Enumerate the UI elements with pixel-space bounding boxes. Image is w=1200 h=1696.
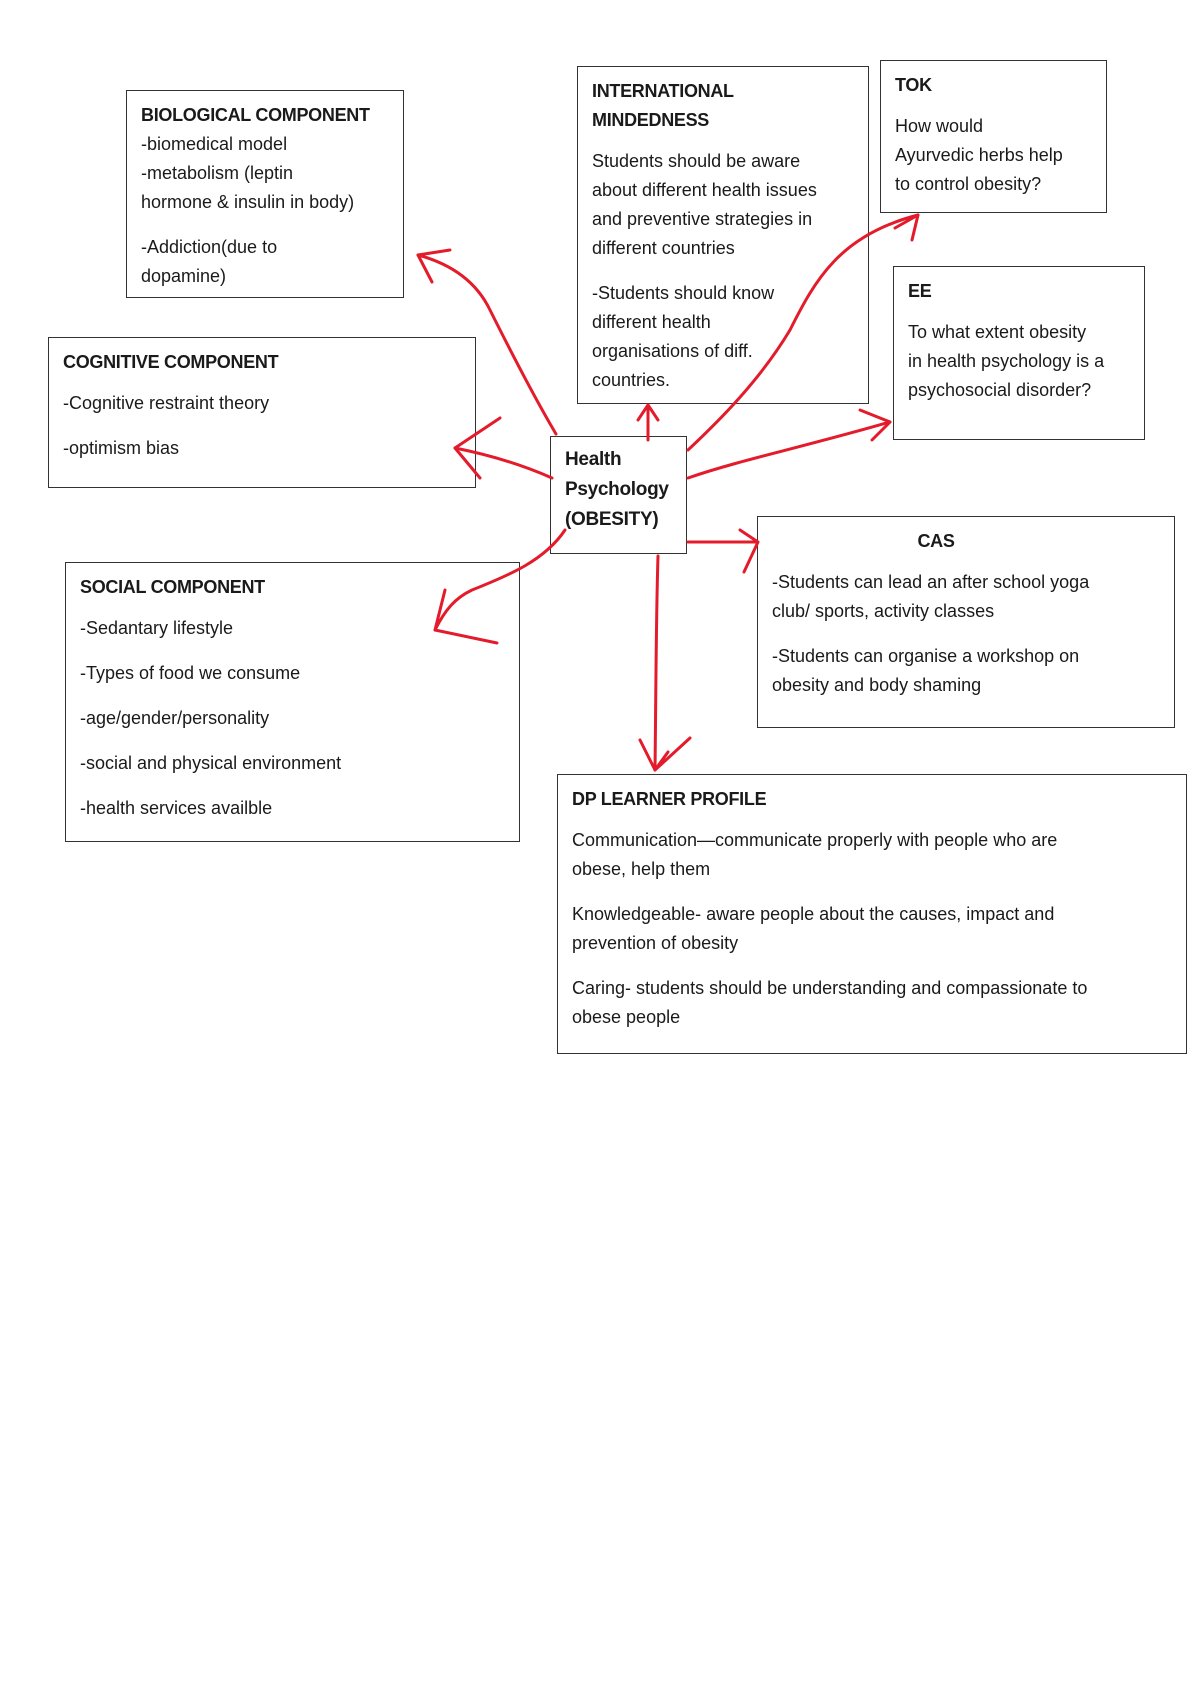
tok-heading: TOK xyxy=(895,75,932,95)
social-component-box xyxy=(65,562,520,842)
tok-line: Ayurvedic herbs help xyxy=(895,145,1063,165)
international-heading-line: INTERNATIONAL xyxy=(592,81,734,101)
biological-line: dopamine) xyxy=(141,266,227,286)
international-para-1 xyxy=(592,147,854,263)
social-item: -health services availble xyxy=(80,798,273,818)
ee-heading: EE xyxy=(908,281,932,301)
ee-line: in health psychology is a xyxy=(908,351,1105,371)
international-line: different health xyxy=(592,312,711,332)
cognitive-component-box xyxy=(48,337,476,488)
international-line: about different health issues xyxy=(592,180,817,200)
biological-line: -biomedical model xyxy=(141,134,288,154)
cas-line: club/ sports, activity classes xyxy=(772,601,995,621)
dp-heading: DP LEARNER PROFILE xyxy=(572,789,767,809)
center-topic-title xyxy=(565,445,672,535)
cas-line: -Students can lead an after school yoga xyxy=(772,572,1090,592)
arrowhead-tok xyxy=(895,215,918,240)
cas-line: -Students can organise a workshop on xyxy=(772,646,1080,666)
arrowhead-biological xyxy=(418,250,450,282)
cognitive-item: -Cognitive restraint theory xyxy=(63,393,270,413)
arrowhead-cas xyxy=(740,530,758,572)
ee-line: psychosocial disorder? xyxy=(908,380,1092,400)
dp-line: prevention of obesity xyxy=(572,933,739,953)
dp-learner-profile-box xyxy=(557,774,1187,1054)
international-line: different countries xyxy=(592,238,735,258)
arrowhead-dp xyxy=(640,738,690,770)
biological-line: hormone & insulin in body) xyxy=(141,192,355,212)
arrowhead-international xyxy=(638,405,658,420)
tok-question xyxy=(895,112,1092,199)
tok-line: How would xyxy=(895,116,984,136)
tok-box xyxy=(880,60,1107,213)
ee-line: To what extent obesity xyxy=(908,322,1087,342)
dp-para-2 xyxy=(572,900,1172,958)
biological-line: -Addiction(due to xyxy=(141,237,278,257)
social-item: -Sedantary lifestyle xyxy=(80,618,234,638)
cognitive-heading: COGNITIVE COMPONENT xyxy=(63,352,279,372)
cas-box xyxy=(757,516,1175,728)
international-line: Students should be aware xyxy=(592,151,801,171)
biological-line: -metabolism (leptin xyxy=(141,163,294,183)
arrowhead-ee xyxy=(860,410,890,440)
ee-box xyxy=(893,266,1145,440)
cas-para-2 xyxy=(772,642,1160,700)
international-line: countries. xyxy=(592,370,671,390)
social-item: -social and physical environment xyxy=(80,753,342,773)
international-line: and preventive strategies in xyxy=(592,209,813,229)
dp-line: Knowledgeable- aware people about the causes, impact and xyxy=(572,904,1055,924)
center-topic-line: Health xyxy=(565,449,622,470)
cas-heading: CAS xyxy=(917,531,955,551)
international-line: organisations of diff. xyxy=(592,341,753,361)
international-heading-line: MINDEDNESS xyxy=(592,110,710,130)
ee-question xyxy=(908,318,1130,405)
dp-line: obese people xyxy=(572,1007,681,1027)
biological-para-1 xyxy=(141,130,389,217)
dp-line: obese, help them xyxy=(572,859,711,879)
center-topic-line: (OBESITY) xyxy=(565,509,659,530)
dp-para-3 xyxy=(572,974,1172,1032)
biological-heading: BIOLOGICAL COMPONENT xyxy=(141,105,370,125)
international-mindedness-box xyxy=(577,66,869,404)
dp-line: Caring- students should be understanding and compassionate to xyxy=(572,978,1088,998)
dp-para-1 xyxy=(572,826,1172,884)
international-para-2 xyxy=(592,279,854,395)
cas-para-1 xyxy=(772,568,1160,626)
social-item: -Types of food we consume xyxy=(80,663,301,683)
international-heading xyxy=(592,77,854,135)
social-item: -age/gender/personality xyxy=(80,708,270,728)
international-line: -Students should know xyxy=(592,283,775,303)
center-topic-box xyxy=(550,436,687,554)
social-heading: SOCIAL COMPONENT xyxy=(80,577,265,597)
cognitive-item: -optimism bias xyxy=(63,438,180,458)
biological-para-2 xyxy=(141,233,389,291)
cas-line: obesity and body shaming xyxy=(772,675,982,695)
biological-component-box xyxy=(126,90,404,298)
dp-line: Communication—communicate properly with people who are xyxy=(572,830,1058,850)
tok-line: to control obesity? xyxy=(895,174,1042,194)
center-topic-line: Psychology xyxy=(565,479,669,500)
arrow-to-ee xyxy=(688,422,890,478)
arrow-to-dp xyxy=(655,556,658,770)
